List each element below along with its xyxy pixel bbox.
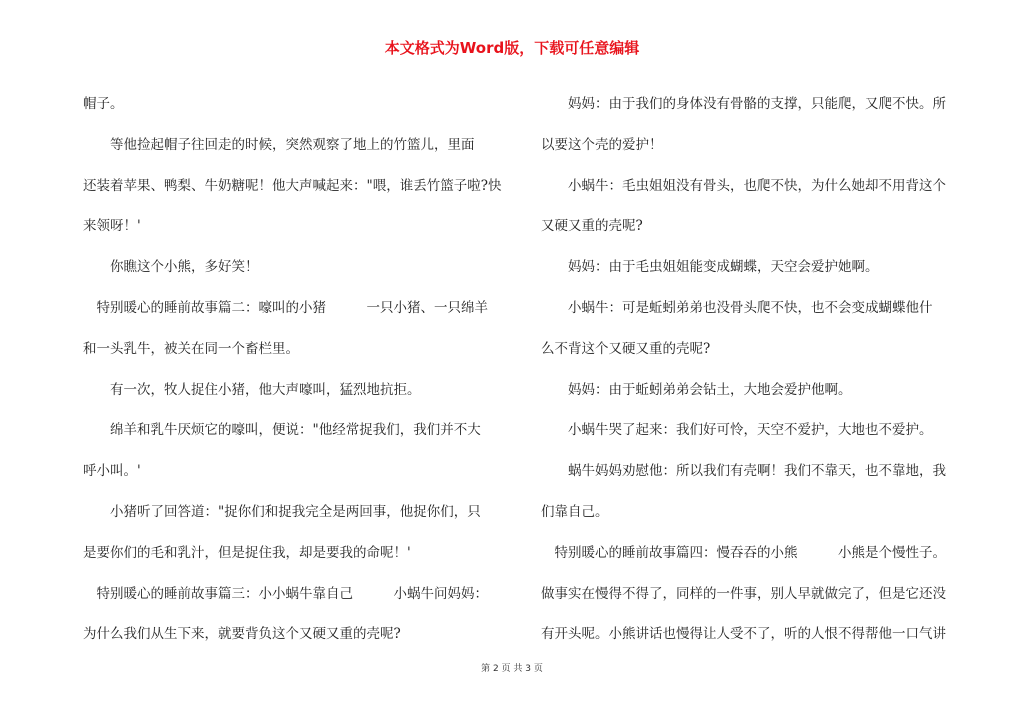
- left-column: [83, 84, 523, 655]
- text-line: 们靠自己。: [541, 503, 609, 520]
- text-line: 蜗牛妈妈劝慰他：所以我们有壳啊！我们不靠天，也不靠地，我: [541, 463, 946, 480]
- text-line: 小蜗牛哭了起来：我们好可怜，天空不爱护，大地也不爱护。: [541, 422, 933, 439]
- text-line: 和一头乳牛，被关在同一个畜栏里。: [83, 340, 299, 357]
- text-line: 小蜗牛：毛虫姐姐没有骨头，也爬不快，为什么她却不用背这个: [541, 177, 946, 194]
- text-line: 还装着苹果、鸭梨、牛奶糖呢！他大声喊起来："喂，谁丢竹篮子啦?快: [83, 177, 502, 194]
- text-line: 呼小叫。': [83, 463, 141, 480]
- text-line: 特别暖心的睡前故事篇三：小小蜗牛靠自己 小蜗牛问妈妈：: [83, 585, 488, 602]
- text-line: 等他捡起帽子往回走的时候，突然观察了地上的竹篮儿，里面: [83, 136, 475, 153]
- text-line: 小蜗牛：可是蚯蚓弟弟也没骨头爬不快，也不会变成蝴蝶他什: [541, 299, 933, 316]
- text-line: 以要这个壳的爱护！: [541, 136, 663, 153]
- text-line: 绵羊和乳牛厌烦它的嚎叫，便说："他经常捉我们，我们并不大: [83, 422, 481, 439]
- text-line: 又硬又重的壳呢?: [541, 218, 643, 235]
- text-line: 有一次，牧人捉住小猪，他大声嚎叫，猛烈地抗拒。: [83, 381, 421, 398]
- text-line: 特别暖心的睡前故事篇四：慢吞吞的小熊 小熊是个慢性子。: [541, 544, 946, 561]
- text-line: 妈妈：由于毛虫姐姐能变成蝴蝶，天空会爱护她啊。: [541, 259, 879, 276]
- text-line: 么不背这个又硬又重的壳呢?: [541, 340, 711, 357]
- text-line: 妈妈：由于我们的身体没有骨骼的支撑，只能爬，又爬不快。所: [541, 96, 946, 112]
- text-line: 来领呀！': [83, 218, 141, 235]
- right-column: [541, 84, 981, 655]
- download-banner: 本文格式为Word版，下载可任意编辑: [384, 39, 640, 57]
- page-number: 第 2 页 共 3 页: [481, 664, 543, 674]
- text-line: 是要你们的毛和乳汁，但是捉住我，却是要我的命呢！': [83, 544, 411, 561]
- text-line: 为什么我们从生下来，就要背负这个又硬又重的壳呢?: [83, 626, 401, 643]
- text-line: 特别暖心的睡前故事篇二：嚎叫的小猪 一只小猪、一只绵羊: [83, 299, 488, 316]
- text-line: 你瞧这个小熊，多好笑！: [83, 259, 259, 276]
- text-line: 妈妈：由于蚯蚓弟弟会钻土，大地会爱护他啊。: [541, 381, 852, 398]
- text-line: 有开头呢。小熊讲话也慢得让人受不了，听的人恨不得帮他一口气讲: [541, 626, 946, 643]
- text-line: 小猪听了回答道："捉你们和捉我完全是两回事，他捉你们，只: [83, 503, 481, 520]
- text-line: 做事实在慢得不得了，同样的一件事，别人早就做完了，但是它还没: [541, 585, 946, 602]
- text-line: 帽子。: [83, 96, 124, 112]
